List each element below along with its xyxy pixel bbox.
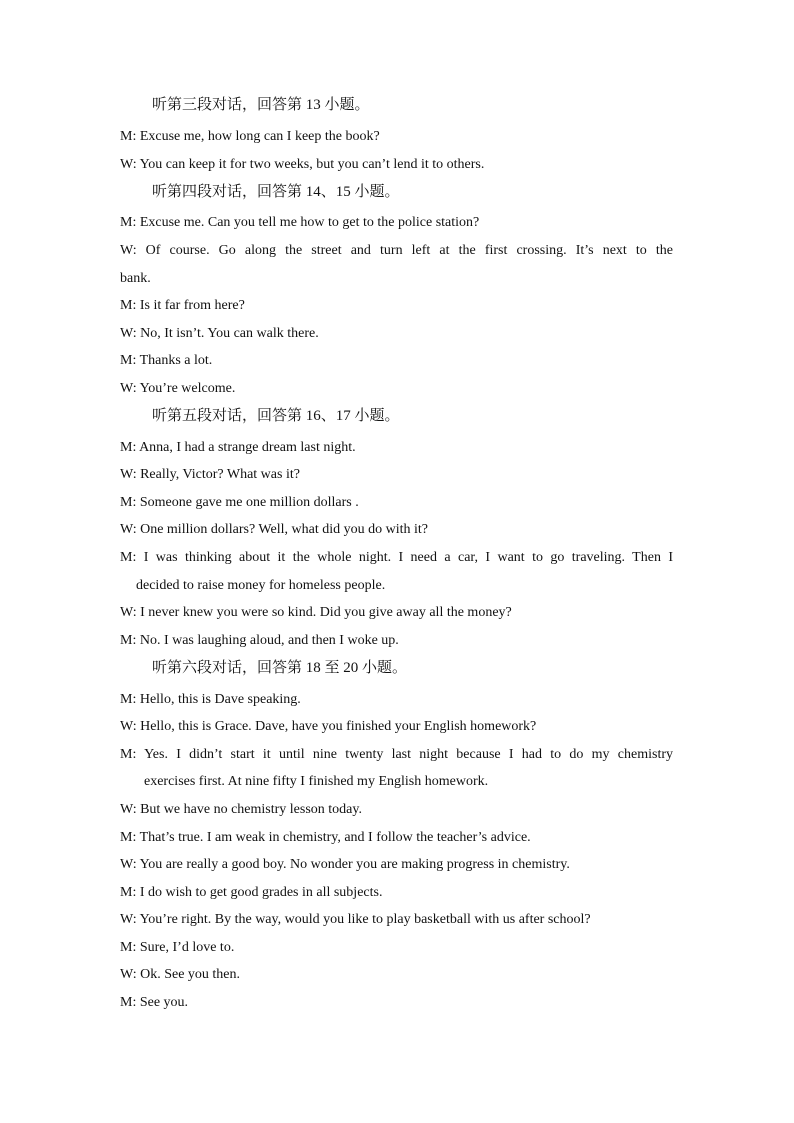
dialogue-line: M: Is it far from here? — [120, 298, 245, 313]
dialogue-line: M: Someone gave me one million dollars . — [120, 495, 359, 510]
dialogue-line: M: Yes. I didn’t start it until nine twenty last night because I had to do my chemistry — [120, 747, 673, 762]
dialogue-line: W: One million dollars? Well, what did you do with it? — [120, 522, 428, 537]
section-6-heading: 听第六段对话，回答第 18 至 20 小题。 — [152, 660, 408, 676]
dialogue-line: M: That’s true. I am weak in chemistry, and I follow the teacher’s advice. — [120, 830, 531, 845]
dialogue-line: M: Excuse me. Can you tell me how to get to the police station? — [120, 215, 480, 230]
section-5-heading: 听第五段对话，回答第 16、17 小题。 — [152, 408, 400, 424]
dialogue-line: M: Sure, I’d love to. — [120, 940, 235, 955]
dialogue-line: M: I was thinking about it the whole night. I need a car, I want to go traveling. Then I — [120, 550, 673, 565]
dialogue-line: W: Really, Victor? What was it? — [120, 467, 300, 482]
dialogue-line: W: Ok. See you then. — [120, 967, 241, 982]
section-4-heading: 听第四段对话，回答第 14、15 小题。 — [152, 184, 400, 200]
dialogue-line: M: Excuse me, how long can I keep the book? — [120, 129, 380, 144]
dialogue-line: M: No. I was laughing aloud, and then I woke up. — [120, 633, 399, 648]
dialogue-line-continuation: exercises first. At nine fifty I finished my English homework. — [144, 774, 489, 789]
dialogue-line: M: Anna, I had a strange dream last night. — [120, 440, 356, 455]
dialogue-line: M: See you. — [120, 995, 189, 1010]
dialogue-line: M: I do wish to get good grades in all subjects. — [120, 885, 383, 900]
dialogue-line: M: Hello, this is Dave speaking. — [120, 692, 301, 707]
dialogue-line: W: You’re right. By the way, would you like to play basketball with us after school? — [120, 912, 591, 927]
dialogue-line-continuation: bank. — [120, 271, 151, 286]
dialogue-line: W: I never knew you were so kind. Did you give away all the money? — [120, 605, 512, 620]
dialogue-line: W: Hello, this is Grace. Dave, have you finished your English homework? — [120, 719, 537, 734]
dialogue-line: M: Thanks a lot. — [120, 353, 213, 368]
dialogue-line: W: You can keep it for two weeks, but you can’t lend it to others. — [120, 157, 485, 172]
dialogue-line: W: You are really a good boy. No wonder you are making progress in chemistry. — [120, 857, 570, 872]
dialogue-line-continuation: decided to raise money for homeless people. — [136, 578, 386, 593]
dialogue-line: W: You’re welcome. — [120, 381, 236, 396]
dialogue-line: W: Of course. Go along the street and turn left at the first crossing. It’s next to the — [120, 243, 673, 258]
dialogue-line: W: But we have no chemistry lesson today. — [120, 802, 362, 817]
dialogue-line: W: No, It isn’t. You can walk there. — [120, 326, 319, 341]
section-3-heading: 听第三段对话，回答第 13 小题。 — [152, 97, 370, 113]
